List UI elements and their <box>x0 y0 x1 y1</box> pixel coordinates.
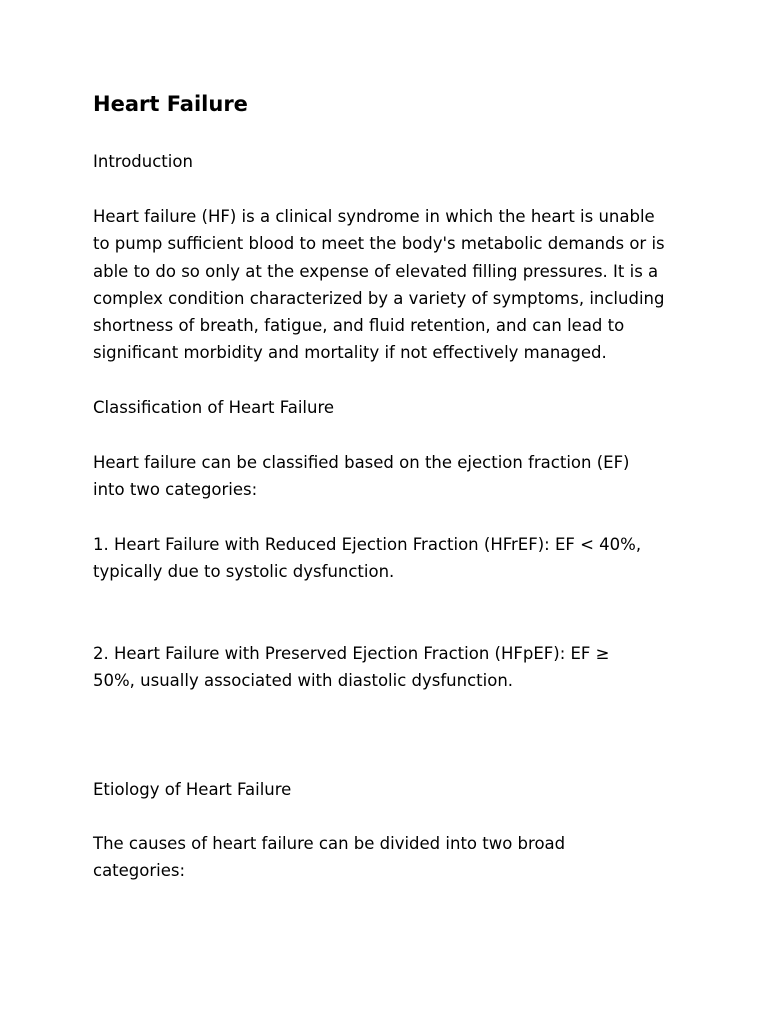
text-line: to pump sufficient blood to meet the body's metabolic demands or is <box>93 234 665 254</box>
text-line: 2. Heart Failure with Preserved Ejection Fraction (HFpEF): EF ≥ <box>93 644 610 663</box>
document-title: Heart Failure <box>93 92 248 116</box>
text-line: Etiology of Heart Failure <box>93 780 292 799</box>
text-line: significant morbidity and mortality if not effectively managed. <box>93 343 607 363</box>
section-heading-classification <box>93 394 678 421</box>
introduction-paragraph <box>93 203 678 367</box>
text-line: categories: <box>93 861 186 881</box>
list-item-hfpef <box>93 640 678 695</box>
text-line: able to do so only at the expense of elevated filling pressures. It is a <box>93 261 659 281</box>
text-line: The causes of heart failure can be divided into two broad <box>93 834 566 853</box>
text-line: complex condition characterized by a variety of symptoms, including <box>93 288 665 308</box>
text-line: 50%, usually associated with diastolic dysfunction. <box>93 671 514 691</box>
section-heading-etiology <box>93 776 678 803</box>
list-item-hfref <box>93 531 678 586</box>
text-line: 1. Heart Failure with Reduced Ejection Fraction (HFrEF): EF < 40%, <box>93 535 642 554</box>
text-line: Heart failure can be classified based on the ejection fraction (EF) <box>93 453 630 472</box>
classification-paragraph <box>93 449 678 504</box>
text-line: Classification of Heart Failure <box>93 398 335 417</box>
section-heading-introduction <box>93 148 678 175</box>
text-line: typically due to systolic dysfunction. <box>93 562 395 582</box>
etiology-paragraph <box>93 830 678 885</box>
text-line: Heart failure (HF) is a clinical syndrome in which the heart is unable <box>93 207 655 226</box>
text-line: Introduction <box>93 152 193 171</box>
text-line: shortness of breath, fatigue, and fluid retention, and can lead to <box>93 316 625 336</box>
text-line: into two categories: <box>93 480 258 500</box>
